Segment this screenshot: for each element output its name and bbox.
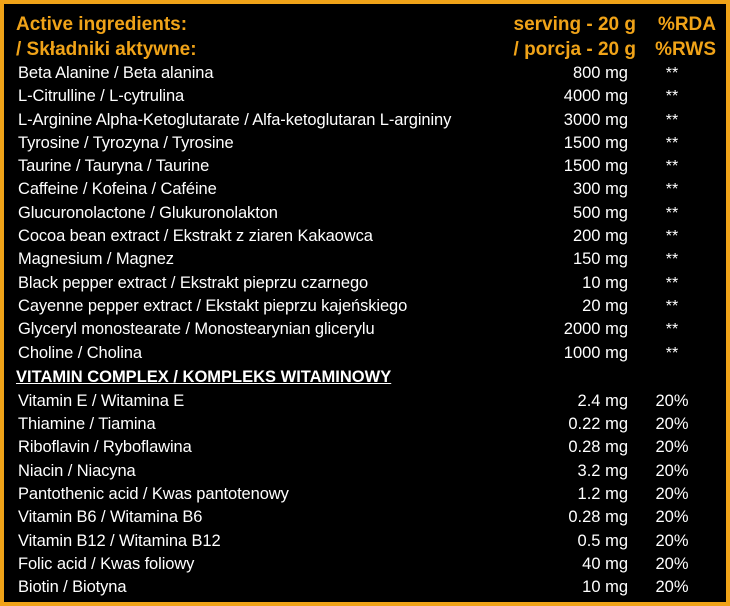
table-row (16, 460, 718, 483)
ingredient-amount: 200 mg (572, 227, 628, 246)
header-title-line2: / Składniki aktywne: (16, 39, 197, 60)
vitamin-name: Thiamine / Tiamina (18, 415, 156, 434)
vitamin-amount: 3.2 mg (577, 461, 628, 480)
nutrition-table (16, 12, 718, 600)
vitamin-rda: 20% (655, 461, 689, 480)
vitamin-rda: 20% (655, 531, 689, 550)
table-row (16, 530, 718, 553)
ingredient-name: L-Arginine Alpha-Ketoglutarate / Alfa-ketoglutaran L-argininy (18, 110, 452, 129)
vitamin-name: Vitamin B12 / Witamina B12 (18, 531, 221, 550)
ingredient-amount: 500 mg (572, 203, 628, 222)
table-row (16, 178, 718, 201)
ingredient-name: L-Citrulline / L-cytrulina (18, 87, 185, 106)
table-row (16, 132, 718, 155)
ingredient-rda: ** (665, 204, 679, 222)
ingredient-amount: 10 mg (582, 273, 628, 292)
ingredient-amount: 150 mg (572, 250, 628, 269)
ingredient-name: Caffeine / Kofeina / Caféine (18, 180, 217, 199)
table-header-row-2 (16, 37, 718, 62)
ingredient-name: Magnesium / Magnez (18, 250, 174, 269)
vitamin-amount: 0.28 mg (568, 508, 628, 527)
vitamin-name: Vitamin B6 / Witamina B6 (18, 508, 203, 527)
vitamin-name: Pantothenic acid / Kwas pantotenowy (18, 485, 289, 504)
table-row (16, 436, 718, 459)
ingredient-rda: ** (665, 88, 679, 106)
table-header-row-1 (16, 12, 718, 37)
section-header-row (16, 365, 718, 390)
table-row (16, 202, 718, 225)
ingredient-rda: ** (665, 228, 679, 246)
section-title: VITAMIN COMPLEX / KOMPLEKS WITAMINOWY (16, 367, 392, 386)
vitamin-name: Biotin / Biotyna (18, 578, 127, 597)
table-row (16, 413, 718, 436)
ingredient-name: Choline / Cholina (18, 343, 142, 362)
ingredient-amount: 1000 mg (563, 343, 628, 362)
vitamin-rda: 20% (655, 508, 689, 527)
ingredient-name: Taurine / Tauryna / Taurine (18, 157, 210, 176)
vitamin-amount: 2.4 mg (577, 391, 628, 410)
table-row (16, 155, 718, 178)
vitamin-amount: 10 mg (582, 578, 628, 597)
ingredient-rda: ** (665, 65, 679, 82)
ingredient-name: Glyceryl monostearate / Monostearynian glicerylu (18, 320, 375, 339)
ingredient-rda: ** (665, 134, 679, 152)
ingredient-rda: ** (665, 321, 679, 339)
vitamin-name: Vitamin E / Witamina E (18, 391, 185, 410)
ingredient-name: Tyrosine / Tyrozyna / Tyrosine (18, 133, 234, 152)
table-row (16, 295, 718, 318)
vitamin-rda: 20% (655, 578, 689, 597)
header-serving-line2: / porcja - 20 g (513, 39, 636, 60)
vitamin-amount: 1.2 mg (577, 485, 628, 504)
ingredient-amount: 1500 mg (563, 157, 628, 176)
header-title-line1: Active ingredients: (16, 14, 188, 35)
header-serving-line1: serving - 20 g (513, 14, 636, 35)
ingredient-amount: 2000 mg (563, 320, 628, 339)
table-row (16, 576, 718, 599)
ingredient-rda: ** (665, 344, 679, 362)
ingredient-rda: ** (665, 181, 679, 199)
table-row (16, 483, 718, 506)
table-row (16, 390, 718, 413)
ingredient-name: Glucuronolactone / Glukuronolakton (18, 203, 278, 222)
ingredient-rda: ** (665, 111, 679, 129)
ingredient-rda: ** (665, 297, 679, 315)
ingredient-amount: 300 mg (572, 180, 628, 199)
vitamin-rda: 20% (655, 391, 689, 410)
vitamin-rda: 20% (655, 415, 689, 434)
ingredient-name: Cayenne pepper extract / Ekstakt pieprzu kajeńskiego (18, 296, 408, 315)
vitamin-amount: 0.28 mg (568, 438, 628, 457)
vitamin-rda: 20% (655, 438, 689, 457)
ingredient-amount: 4000 mg (563, 87, 628, 106)
table-row (16, 553, 718, 576)
vitamin-amount: 0.22 mg (568, 415, 628, 434)
vitamin-name: Niacin / Niacyna (18, 461, 136, 480)
ingredient-rda: ** (665, 158, 679, 176)
table-row (16, 318, 718, 341)
table-row (16, 62, 718, 85)
ingredient-rda: ** (665, 251, 679, 269)
vitamin-name: Riboflavin / Ryboflawina (18, 438, 192, 457)
header-rda-line2: %RWS (655, 39, 716, 60)
ingredient-amount: 20 mg (582, 296, 628, 315)
vitamin-amount: 0.5 mg (577, 531, 628, 550)
ingredient-name: Cocoa bean extract / Ekstrakt z ziaren Kakaowca (18, 227, 373, 246)
table-row (16, 85, 718, 108)
vitamin-rda: 20% (655, 554, 689, 573)
header-rda-line1: %RDA (657, 14, 716, 35)
table-row (16, 248, 718, 271)
table-row (16, 225, 718, 248)
table-row (16, 109, 718, 132)
ingredient-rda: ** (665, 274, 679, 292)
table-row (16, 506, 718, 529)
vitamin-name: Folic acid / Kwas foliowy (18, 554, 195, 573)
ingredient-amount: 1500 mg (563, 133, 628, 152)
vitamin-rda: 20% (655, 485, 689, 504)
ingredient-amount: 3000 mg (563, 110, 628, 129)
table-row (16, 272, 718, 295)
ingredient-amount: 800 mg (572, 64, 628, 82)
ingredient-name: Black pepper extract / Ekstrakt pieprzu czarnego (18, 273, 369, 292)
ingredient-name: Beta Alanine / Beta alanina (18, 64, 214, 82)
table-row (16, 342, 718, 365)
vitamin-amount: 40 mg (582, 554, 628, 573)
